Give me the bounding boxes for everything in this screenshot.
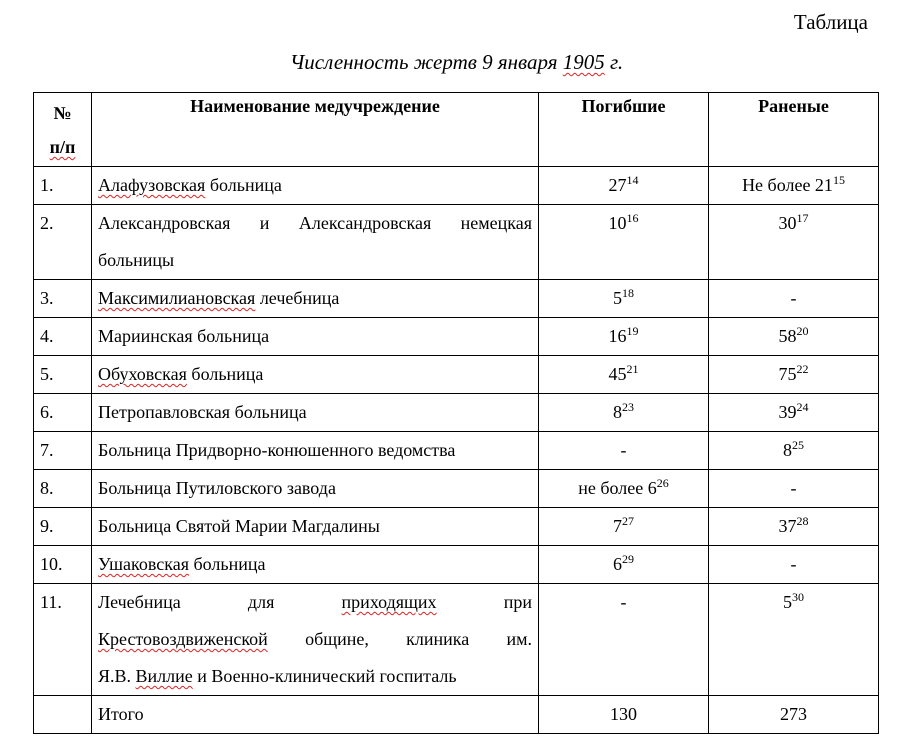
row-num: 2. — [34, 205, 92, 280]
killed-footnote-ref[interactable]: 14 — [626, 173, 639, 187]
total-row — [34, 696, 879, 734]
row-name-line: Лечебница для приходящих при — [98, 592, 533, 612]
row-name-line: Я.В. Виллие и Военно-клинический госпиталь — [98, 666, 457, 686]
killed-value: 27 — [608, 175, 627, 195]
table-row — [34, 394, 879, 432]
table-row — [34, 584, 879, 696]
total-label: Итого — [92, 696, 539, 734]
header-killed: Погибшие — [539, 93, 709, 167]
row-killed — [539, 318, 709, 356]
row-name — [92, 356, 539, 394]
row-wounded — [709, 167, 879, 205]
row-num: 10. — [34, 546, 92, 584]
title-prefix: Численность жертв 9 января — [289, 50, 563, 74]
killed-value: 45 — [608, 364, 627, 384]
row-name-line: Петропавловская больница — [98, 402, 307, 422]
row-wounded — [709, 584, 879, 696]
row-killed — [539, 470, 709, 508]
header-num — [34, 93, 92, 167]
wounded-value: 37 — [778, 516, 797, 536]
row-killed — [539, 546, 709, 584]
header-wounded: Раненые — [709, 93, 879, 167]
row-wounded — [709, 432, 879, 470]
wounded-footnote-ref[interactable]: 22 — [796, 362, 809, 376]
row-name-line: Больница Путиловского завода — [98, 478, 336, 498]
row-num: 3. — [34, 280, 92, 318]
row-num: 5. — [34, 356, 92, 394]
killed-value: 6 — [613, 554, 622, 574]
total-num — [34, 696, 92, 734]
table-row — [34, 546, 879, 584]
wounded-value: - — [790, 554, 797, 574]
row-wounded — [709, 205, 879, 280]
killed-value: - — [620, 592, 627, 612]
wounded-value: 39 — [778, 402, 797, 422]
killed-value: 5 — [613, 288, 622, 308]
killed-value: 8 — [613, 402, 622, 422]
killed-footnote-ref[interactable]: 16 — [626, 211, 639, 225]
row-name-line: Крестовоздвиженской общине, клиника им. — [98, 629, 532, 649]
wounded-value: 58 — [778, 326, 797, 346]
row-name — [92, 280, 539, 318]
document-title — [0, 50, 913, 75]
row-name-line: Мариинская больница — [98, 326, 270, 346]
row-killed — [539, 205, 709, 280]
row-name — [92, 508, 539, 546]
table-row — [34, 167, 879, 205]
table-row — [34, 356, 879, 394]
killed-footnote-ref[interactable]: 29 — [622, 552, 634, 566]
row-name — [92, 584, 539, 696]
killed-value: 16 — [608, 326, 627, 346]
wounded-footnote-ref[interactable]: 24 — [796, 400, 809, 414]
table-header-row — [34, 93, 879, 167]
row-wounded — [709, 356, 879, 394]
total-killed: 130 — [539, 696, 709, 734]
row-name — [92, 394, 539, 432]
header-num-line-2: п/п — [49, 137, 76, 157]
killed-value: 10 — [608, 213, 627, 233]
killed-value: 7 — [613, 516, 622, 536]
table-row — [34, 508, 879, 546]
header-name: Наименование медучреждение — [92, 93, 539, 167]
header-num-line-1: № — [53, 103, 72, 123]
row-num: 8. — [34, 470, 92, 508]
row-killed — [539, 508, 709, 546]
row-wounded — [709, 508, 879, 546]
killed-value: - — [620, 440, 627, 460]
wounded-value: 5 — [783, 592, 792, 612]
row-wounded — [709, 394, 879, 432]
wounded-value: 30 — [778, 213, 797, 233]
killed-footnote-ref[interactable]: 27 — [622, 514, 634, 528]
wounded-footnote-ref[interactable]: 25 — [792, 438, 804, 452]
row-name-line: Больница Придворно-конюшенного ведомства — [98, 440, 456, 460]
killed-footnote-ref[interactable]: 23 — [622, 400, 634, 414]
row-name-line: Александровская и Александровская немецкая — [98, 213, 533, 233]
row-wounded — [709, 318, 879, 356]
wounded-value: - — [790, 288, 797, 308]
row-name — [92, 318, 539, 356]
casualties-table — [33, 92, 879, 734]
wounded-footnote-ref[interactable]: 28 — [796, 514, 809, 528]
row-name-line: больницы — [98, 250, 175, 270]
row-num: 11. — [34, 584, 92, 696]
row-num: 9. — [34, 508, 92, 546]
row-name-line: Ушаковская больница — [98, 554, 266, 574]
killed-footnote-ref[interactable]: 18 — [622, 286, 634, 300]
table-row — [34, 318, 879, 356]
wounded-footnote-ref[interactable]: 20 — [796, 324, 809, 338]
row-num: 4. — [34, 318, 92, 356]
table-row — [34, 280, 879, 318]
wounded-value: - — [790, 478, 797, 498]
row-num: 1. — [34, 167, 92, 205]
row-killed — [539, 432, 709, 470]
row-name-line: Алафузовская больница — [98, 175, 282, 195]
row-name-line: Максимилиановская лечебница — [98, 288, 340, 308]
row-name — [92, 167, 539, 205]
row-killed — [539, 394, 709, 432]
row-killed — [539, 167, 709, 205]
row-killed — [539, 356, 709, 394]
table-row — [34, 432, 879, 470]
row-name — [92, 205, 539, 280]
table-row — [34, 205, 879, 280]
row-killed — [539, 584, 709, 696]
row-name — [92, 470, 539, 508]
row-killed — [539, 280, 709, 318]
row-num: 7. — [34, 432, 92, 470]
row-wounded — [709, 546, 879, 584]
title-year: 1905 — [562, 50, 605, 74]
killed-footnote-ref[interactable]: 19 — [626, 324, 639, 338]
table-label: Таблица — [793, 10, 868, 34]
row-wounded — [709, 280, 879, 318]
wounded-value: 8 — [783, 440, 792, 460]
total-wounded: 273 — [709, 696, 879, 734]
row-name — [92, 432, 539, 470]
row-name-line: Больница Святой Марии Магдалины — [98, 516, 380, 536]
row-name-line: Обуховская больница — [98, 364, 264, 384]
wounded-value: Не более 21 — [742, 175, 833, 195]
wounded-footnote-ref[interactable]: 30 — [792, 590, 804, 604]
row-wounded — [709, 470, 879, 508]
row-name — [92, 546, 539, 584]
wounded-footnote-ref[interactable]: 15 — [832, 173, 845, 187]
killed-value: не более 6 — [578, 478, 657, 498]
table-row — [34, 470, 879, 508]
wounded-footnote-ref[interactable]: 17 — [796, 211, 809, 225]
killed-footnote-ref[interactable]: 21 — [626, 362, 639, 376]
wounded-value: 75 — [778, 364, 797, 384]
row-num: 6. — [34, 394, 92, 432]
title-suffix: г. — [604, 50, 624, 74]
killed-footnote-ref[interactable]: 26 — [656, 476, 669, 490]
